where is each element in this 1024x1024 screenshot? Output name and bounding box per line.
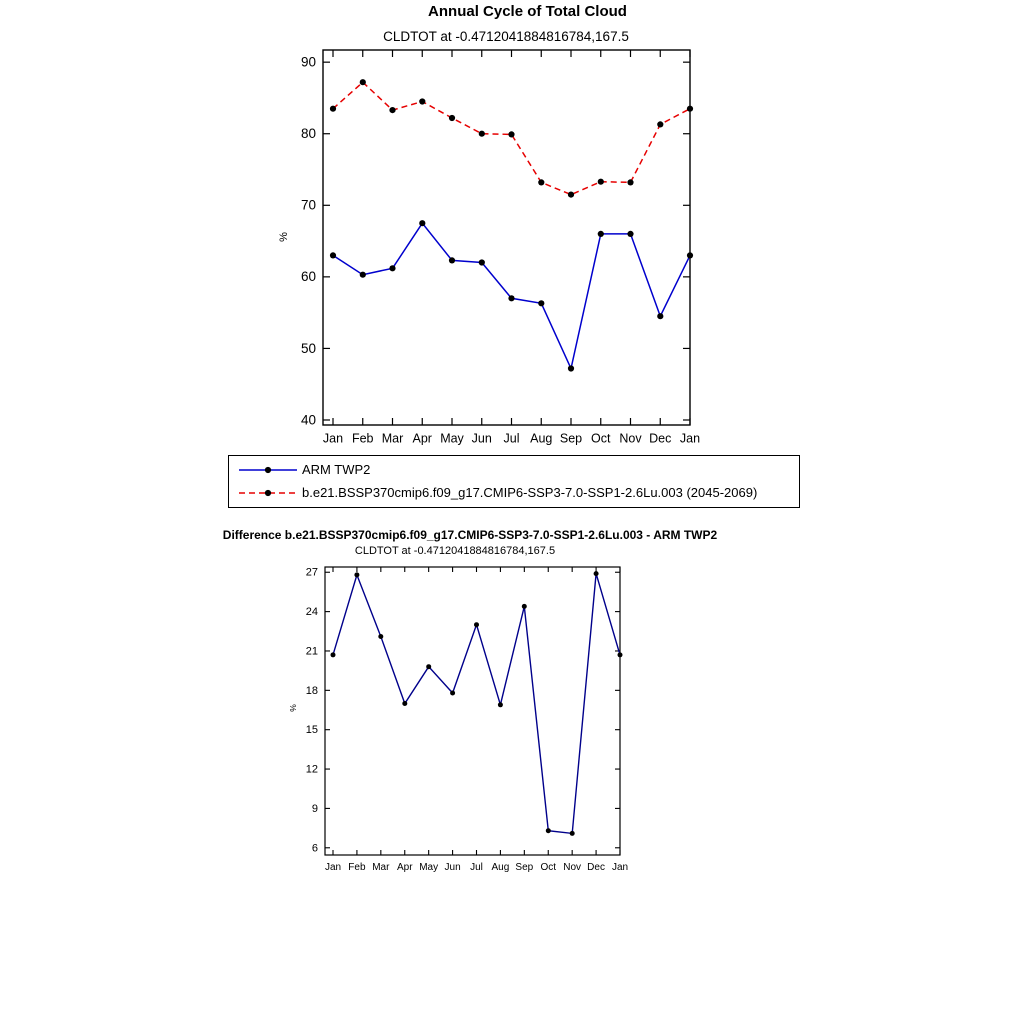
svg-text:Apr: Apr <box>412 431 432 446</box>
svg-text:Dec: Dec <box>649 431 672 446</box>
svg-text:90: 90 <box>300 54 316 70</box>
svg-text:Mar: Mar <box>381 431 404 446</box>
svg-text:70: 70 <box>300 197 316 213</box>
svg-text:Aug: Aug <box>491 862 510 873</box>
svg-text:Jan: Jan <box>611 862 629 873</box>
svg-text:Jul: Jul <box>470 862 483 873</box>
svg-text:24: 24 <box>305 606 318 619</box>
svg-text:Feb: Feb <box>351 431 374 446</box>
svg-text:27: 27 <box>305 566 318 579</box>
top-chart-subtitle: CLDTOT at -0.4712041884816784,167.5 <box>383 29 629 44</box>
svg-text:18: 18 <box>305 684 318 697</box>
svg-text:Sep: Sep <box>559 431 583 446</box>
svg-text:%: % <box>288 704 298 712</box>
svg-text:Aug: Aug <box>530 431 553 446</box>
svg-text:May: May <box>440 431 464 446</box>
svg-text:May: May <box>419 862 439 873</box>
bottom-chart-title: Difference b.e21.BSSP370cmip6.f09_g17.CMIP6-SSP3-7.0-SSP1-2.6Lu.003 - ARM TWP2 <box>222 528 718 542</box>
legend-entry-label: ARM TWP2 <box>302 462 371 477</box>
legend-entry-label: b.e21.BSSP370cmip6.f09_g17.CMIP6-SSP3-7.0-SSP1-2.6Lu.003 (2045-2069) <box>302 485 758 500</box>
legend-entry-arm-twp2 <box>229 458 799 481</box>
svg-text:21: 21 <box>305 645 318 658</box>
svg-text:Sep: Sep <box>515 862 534 873</box>
legend-box <box>228 455 800 508</box>
top-chart-title: Annual Cycle of Total Cloud <box>428 3 627 20</box>
svg-text:Dec: Dec <box>587 862 605 873</box>
legend-entry-model <box>229 481 799 504</box>
svg-text:80: 80 <box>300 126 316 142</box>
svg-text:6: 6 <box>311 842 318 855</box>
svg-text:Oct: Oct <box>591 431 611 446</box>
svg-text:9: 9 <box>311 802 318 815</box>
svg-text:Jan: Jan <box>679 431 701 446</box>
svg-text:Nov: Nov <box>563 862 582 873</box>
svg-text:Oct: Oct <box>540 862 557 873</box>
bottom-chart-canvas <box>280 555 680 885</box>
svg-text:Nov: Nov <box>619 431 642 446</box>
svg-text:%: % <box>278 232 290 242</box>
svg-text:Jul: Jul <box>503 431 520 446</box>
svg-text:Mar: Mar <box>372 862 390 873</box>
legend-line-sample-icon <box>237 463 299 477</box>
legend-line-sample-icon <box>237 486 299 500</box>
svg-text:Jun: Jun <box>471 431 492 446</box>
bottom-chart-subtitle: CLDTOT at -0.4712041884816784,167.5 <box>354 545 556 557</box>
svg-text:40: 40 <box>300 412 316 428</box>
svg-text:Jun: Jun <box>444 862 461 873</box>
svg-text:15: 15 <box>305 724 318 737</box>
svg-text:12: 12 <box>305 763 318 776</box>
svg-text:Jan: Jan <box>324 862 342 873</box>
svg-text:Feb: Feb <box>348 862 366 873</box>
svg-text:Jan: Jan <box>322 431 344 446</box>
svg-text:50: 50 <box>300 340 316 356</box>
svg-text:Apr: Apr <box>396 862 413 873</box>
svg-text:60: 60 <box>300 269 316 285</box>
top-chart-canvas <box>270 35 720 465</box>
